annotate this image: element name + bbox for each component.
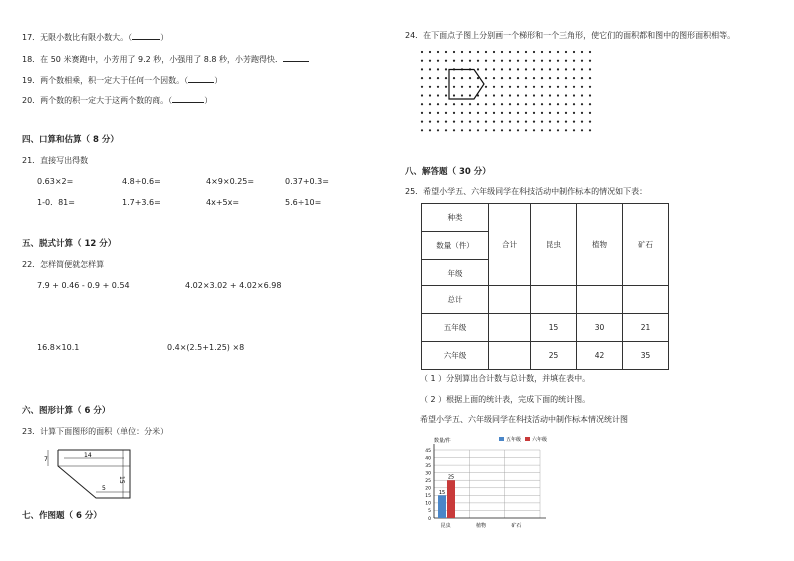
grid-dot	[533, 112, 535, 114]
dot-grid[interactable]	[418, 48, 598, 134]
grid-dot	[573, 86, 575, 88]
grid-dot	[501, 121, 503, 123]
grid-dot	[573, 94, 575, 96]
grid-dot	[565, 112, 567, 114]
grid-dot	[589, 68, 591, 70]
cell: 15	[531, 314, 577, 342]
section-5-heading: 五、脱式计算（ 12 分）	[22, 239, 117, 249]
grid-dot	[541, 94, 543, 96]
grid-dot	[549, 129, 551, 131]
grid-dot	[453, 129, 455, 131]
grid-dot	[549, 60, 551, 62]
grid-dot	[437, 68, 439, 70]
grid-dot	[517, 103, 519, 105]
grid-dot	[509, 112, 511, 114]
legend-swatch	[525, 437, 530, 441]
grid-dot	[533, 94, 535, 96]
row-label: 总计	[422, 286, 489, 314]
grid-dot	[493, 103, 495, 105]
grid-dot	[493, 77, 495, 79]
grid-dot	[533, 103, 535, 105]
col-header: 植物	[577, 204, 623, 286]
cell-input[interactable]	[623, 286, 669, 314]
grid-dot	[485, 51, 487, 53]
grid-dot	[421, 51, 423, 53]
grid-dot	[581, 51, 583, 53]
grid-dot	[485, 77, 487, 79]
grid-dot	[453, 77, 455, 79]
grid-dot	[445, 86, 447, 88]
grid-dot	[453, 94, 455, 96]
section-6-heading: 六、图形计算（ 6 分）	[22, 406, 111, 416]
grid-dot	[589, 103, 591, 105]
grid-dot	[525, 129, 527, 131]
grid-dot	[509, 51, 511, 53]
grid-dot	[589, 86, 591, 88]
oral-item: 1.7+3.6=	[122, 198, 161, 207]
x-tick-label: 矿石	[511, 523, 522, 529]
grid-dot	[485, 86, 487, 88]
section-8-heading: 八、解答题（ 30 分）	[405, 167, 491, 177]
grid-dot	[541, 121, 543, 123]
calc-item: 7.9 + 0.46 - 0.9 + 0.54	[37, 281, 130, 290]
grid-dot	[557, 86, 559, 88]
grid-dot	[581, 68, 583, 70]
grid-dot	[541, 68, 543, 70]
grid-dot	[589, 60, 591, 62]
grid-dot	[533, 77, 535, 79]
grid-dot	[573, 68, 575, 70]
question-24: 24．在下面点子图上分别画一个梯形和一个三角形，使它们的面积都和图中的图形面积相等。	[405, 31, 736, 40]
grid-dot	[517, 60, 519, 62]
y-tick-label: 0	[428, 516, 431, 522]
grid-dot	[429, 103, 431, 105]
row-label: 五年级	[422, 314, 489, 342]
sub-question-1: （ 1 ）分别算出合计数与总计数，并填在表中。	[420, 374, 591, 383]
grid-dot	[429, 51, 431, 53]
grid-dot	[477, 86, 479, 88]
grid-dot	[421, 129, 423, 131]
grid-dot	[469, 94, 471, 96]
cell[interactable]	[489, 314, 531, 342]
grid-dot	[589, 77, 591, 79]
grid-dot	[469, 112, 471, 114]
question-23: 23．计算下面图形的面积（单位：分米）	[22, 427, 169, 436]
grid-dot	[453, 112, 455, 114]
grid-dot	[565, 121, 567, 123]
grid-dot	[509, 68, 511, 70]
grid-dot	[421, 103, 423, 105]
grid-dot	[565, 77, 567, 79]
dim-label: 7	[44, 456, 48, 463]
grid-dot	[461, 94, 463, 96]
grid-dot	[501, 77, 503, 79]
grid-dot	[421, 94, 423, 96]
cell: 21	[623, 314, 669, 342]
grid-dot	[493, 51, 495, 53]
y-tick-label: 20	[425, 486, 431, 492]
grid-dot	[445, 60, 447, 62]
grid-dot	[549, 86, 551, 88]
grid-dot	[421, 60, 423, 62]
col-header: 合计	[489, 204, 531, 286]
grid-dot	[493, 121, 495, 123]
sub-question-2: （ 2 ）根据上面的统计表，完成下面的统计图。	[420, 395, 591, 404]
grid-dot	[517, 129, 519, 131]
grid-dot	[525, 112, 527, 114]
grid-dot	[477, 103, 479, 105]
oral-item: 0.63×2=	[37, 177, 74, 186]
grid-dot	[461, 51, 463, 53]
y-tick-label: 35	[425, 463, 431, 469]
grid-dot	[549, 77, 551, 79]
grid-dot	[573, 129, 575, 131]
table-diag-header: 种类 数量（件） 年级	[422, 204, 489, 286]
grid-dot	[517, 94, 519, 96]
cell-input[interactable]	[577, 286, 623, 314]
y-tick-label: 10	[425, 501, 431, 507]
grid-dot	[525, 51, 527, 53]
grid-dot	[453, 103, 455, 105]
grid-dot	[509, 103, 511, 105]
grid-dot	[525, 77, 527, 79]
grid-dot	[461, 86, 463, 88]
grid-dot	[549, 121, 551, 123]
bar	[447, 480, 455, 518]
grid-dot	[485, 112, 487, 114]
grid-dot	[565, 68, 567, 70]
grid-dot	[525, 60, 527, 62]
grid-dot	[461, 103, 463, 105]
legend-label: 五年级	[506, 437, 522, 443]
bar-chart[interactable]	[412, 430, 552, 534]
grid-dot	[533, 129, 535, 131]
question-18: 18．在 50 米赛跑中，小芳用了 9.2 秒，小强用了 8.8 秒，小芳跑得快．	[22, 53, 309, 65]
grid-dot	[429, 86, 431, 88]
grid-dot	[453, 86, 455, 88]
grid-dot	[477, 51, 479, 53]
grid-dot	[581, 112, 583, 114]
grid-dot	[525, 94, 527, 96]
grid-dot	[445, 112, 447, 114]
grid-dot	[445, 77, 447, 79]
grid-dot	[469, 86, 471, 88]
grid-dot	[445, 51, 447, 53]
grid-dot	[421, 77, 423, 79]
cell[interactable]	[489, 342, 531, 370]
grid-dot	[453, 51, 455, 53]
grid-dot	[429, 121, 431, 123]
y-tick-label: 5	[428, 509, 431, 515]
question-21: 21．直接写出得数	[22, 156, 89, 165]
question-19: 19．两个数相乘，积一定大于任何一个因数。（ ）	[22, 76, 223, 85]
grid-dot	[517, 51, 519, 53]
grid-dot	[565, 51, 567, 53]
grid-dot	[533, 86, 535, 88]
grid-dot	[501, 112, 503, 114]
grid-dot	[421, 121, 423, 123]
grid-dot	[429, 77, 431, 79]
grid-dot	[581, 103, 583, 105]
grid-dot	[429, 94, 431, 96]
grid-dot	[549, 94, 551, 96]
grid-dot	[437, 60, 439, 62]
grid-dot	[477, 68, 479, 70]
grid-dot	[581, 94, 583, 96]
grid-dot	[501, 86, 503, 88]
question-25: 25．希望小学五、六年级同学在科技活动中制作标本的情况如下表：	[405, 187, 648, 196]
grid-dot	[453, 60, 455, 62]
legend-label: 六年级	[532, 437, 548, 443]
table-row	[422, 286, 669, 314]
grid-dot	[525, 103, 527, 105]
y-tick-label: 25	[425, 479, 431, 485]
question-17: 17．无限小数比有限小数大。（ ）	[22, 33, 169, 42]
grid-dot	[549, 103, 551, 105]
oral-item: 1-0．81=	[37, 198, 75, 207]
chart-caption: 希望小学五、六年级同学在科技活动中制作标本情况统计图	[420, 415, 628, 424]
grid-dot	[445, 94, 447, 96]
grid-dot	[461, 112, 463, 114]
table-row	[422, 314, 669, 342]
grid-dot	[445, 103, 447, 105]
grid-dot	[485, 60, 487, 62]
bar-value-label: 25	[447, 474, 455, 481]
oral-item: 4×9×0.25=	[206, 177, 255, 186]
grid-dot	[509, 60, 511, 62]
grid-dot	[501, 103, 503, 105]
bar	[438, 495, 446, 518]
grid-dot	[437, 103, 439, 105]
grid-dot	[421, 112, 423, 114]
grid-dot	[509, 86, 511, 88]
dim-label: 15	[118, 476, 125, 484]
dim-label: 14	[84, 452, 92, 459]
oral-item: 0.37+0.3=	[285, 177, 329, 186]
oral-item: 4x+5x=	[206, 198, 240, 207]
grid-dot	[517, 121, 519, 123]
grid-dot	[557, 60, 559, 62]
grid-dot	[437, 94, 439, 96]
grid-dot	[565, 129, 567, 131]
grid-dot	[581, 60, 583, 62]
grid-dot	[525, 121, 527, 123]
grid-dot	[493, 129, 495, 131]
grid-dot	[581, 129, 583, 131]
grid-dot	[477, 112, 479, 114]
grid-dot	[533, 68, 535, 70]
grid-dot	[581, 77, 583, 79]
grid-dot	[533, 51, 535, 53]
grid-dot	[517, 68, 519, 70]
grid-dot	[581, 121, 583, 123]
grid-dot	[533, 60, 535, 62]
grid-dot	[493, 86, 495, 88]
grid-dot	[541, 103, 543, 105]
grid-dot	[549, 112, 551, 114]
grid-dot	[469, 103, 471, 105]
grid-dot	[581, 86, 583, 88]
grid-dot	[557, 121, 559, 123]
grid-dot	[437, 86, 439, 88]
grid-dot	[501, 60, 503, 62]
grid-dot	[589, 112, 591, 114]
grid-dot	[557, 51, 559, 53]
y-tick-label: 40	[425, 456, 431, 462]
grid-dot	[565, 60, 567, 62]
grid-dot	[589, 121, 591, 123]
grid-dot	[573, 112, 575, 114]
grid-dot	[461, 60, 463, 62]
grid-dot	[501, 94, 503, 96]
grid-dot	[557, 103, 559, 105]
table-row	[422, 342, 669, 370]
grid-dot	[429, 60, 431, 62]
grid-dot	[565, 86, 567, 88]
calc-item: 16.8×10.1	[37, 343, 80, 352]
grid-dot	[493, 60, 495, 62]
grid-dot	[565, 94, 567, 96]
grid-dot	[509, 94, 511, 96]
grid-dot	[437, 121, 439, 123]
grid-dot	[533, 121, 535, 123]
grid-dot	[445, 129, 447, 131]
cell: 30	[577, 314, 623, 342]
cell: 35	[623, 342, 669, 370]
grid-dot	[557, 112, 559, 114]
section-7-heading: 七、作图题（ 6 分）	[22, 511, 102, 521]
x-tick-label: 植物	[475, 523, 487, 529]
grid-dot	[485, 129, 487, 131]
section-4-heading: 四、口算和估算（ 8 分）	[22, 135, 119, 145]
y-tick-label: 30	[425, 471, 431, 477]
calc-item: 4.02×3.02 + 4.02×6.98	[185, 281, 282, 290]
grid-dot	[437, 77, 439, 79]
grid-dot	[501, 129, 503, 131]
grid-dot	[477, 121, 479, 123]
grid-dot	[541, 112, 543, 114]
cell: 42	[577, 342, 623, 370]
grid-dot	[445, 121, 447, 123]
grid-dot	[557, 129, 559, 131]
question-22: 22．怎样简便就怎样算	[22, 260, 105, 269]
grid-dot	[437, 112, 439, 114]
grid-dot	[589, 51, 591, 53]
legend-swatch	[499, 437, 504, 441]
grid-dot	[557, 77, 559, 79]
grid-dot	[477, 129, 479, 131]
cell-input[interactable]	[489, 286, 531, 314]
grid-dot	[509, 129, 511, 131]
dim-label: 5	[102, 485, 106, 492]
col-header: 昆虫	[531, 204, 577, 286]
grid-dot	[541, 51, 543, 53]
grid-dot	[469, 60, 471, 62]
grid-dot	[485, 121, 487, 123]
bar-value-label: 15	[438, 489, 446, 496]
grid-dot	[437, 51, 439, 53]
grid-dot	[493, 68, 495, 70]
chart-ylabel: 数量/件	[434, 438, 451, 444]
grid-dot	[469, 129, 471, 131]
grid-dot	[477, 60, 479, 62]
grid-dot	[469, 51, 471, 53]
grid-dot	[573, 77, 575, 79]
grid-dot	[517, 112, 519, 114]
grid-dot	[493, 94, 495, 96]
grid-dot	[421, 68, 423, 70]
question-20: 20．两个数的积一定大于这两个数的商。（ ）	[22, 96, 213, 105]
row-label: 六年级	[422, 342, 489, 370]
grid-dot	[517, 77, 519, 79]
grid-dot	[549, 51, 551, 53]
grid-dot	[421, 86, 423, 88]
grid-dot	[485, 103, 487, 105]
grid-dot	[565, 103, 567, 105]
y-tick-label: 15	[425, 494, 431, 500]
oral-item: 4.8÷0.6=	[122, 177, 161, 186]
grid-dot	[517, 86, 519, 88]
grid-dot	[573, 103, 575, 105]
grid-dot	[493, 112, 495, 114]
grid-dot	[589, 129, 591, 131]
x-tick-label: 昆虫	[440, 523, 451, 529]
grid-dot	[573, 60, 575, 62]
composite-shape-figure	[36, 446, 136, 502]
grid-dot	[557, 68, 559, 70]
grid-dot	[509, 121, 511, 123]
grid-dot	[461, 77, 463, 79]
grid-dot	[541, 129, 543, 131]
grid-dot	[501, 51, 503, 53]
grid-dot	[541, 86, 543, 88]
grid-dot	[469, 77, 471, 79]
grid-dot	[429, 129, 431, 131]
calc-item: 0.4×(2.5+1.25) ×8	[167, 343, 245, 352]
grid-dot	[589, 94, 591, 96]
cell: 25	[531, 342, 577, 370]
col-header: 矿石	[623, 204, 669, 286]
grid-dot	[469, 121, 471, 123]
grid-dot	[501, 68, 503, 70]
oral-item: 5.6÷10=	[285, 198, 322, 207]
grid-dot	[509, 77, 511, 79]
grid-dot	[525, 86, 527, 88]
grid-dot	[549, 68, 551, 70]
specimen-table	[421, 203, 669, 370]
grid-dot	[573, 51, 575, 53]
grid-dot	[485, 68, 487, 70]
grid-dot	[461, 129, 463, 131]
cell-input[interactable]	[531, 286, 577, 314]
grid-dot	[525, 68, 527, 70]
grid-dot	[429, 112, 431, 114]
grid-dot	[461, 121, 463, 123]
grid-dot	[453, 121, 455, 123]
grid-dot	[445, 68, 447, 70]
grid-dot	[573, 121, 575, 123]
grid-dot	[485, 94, 487, 96]
grid-dot	[557, 94, 559, 96]
grid-dot	[437, 129, 439, 131]
grid-dot	[429, 68, 431, 70]
grid-dot	[541, 77, 543, 79]
y-tick-label: 45	[425, 448, 431, 454]
grid-dot	[541, 60, 543, 62]
